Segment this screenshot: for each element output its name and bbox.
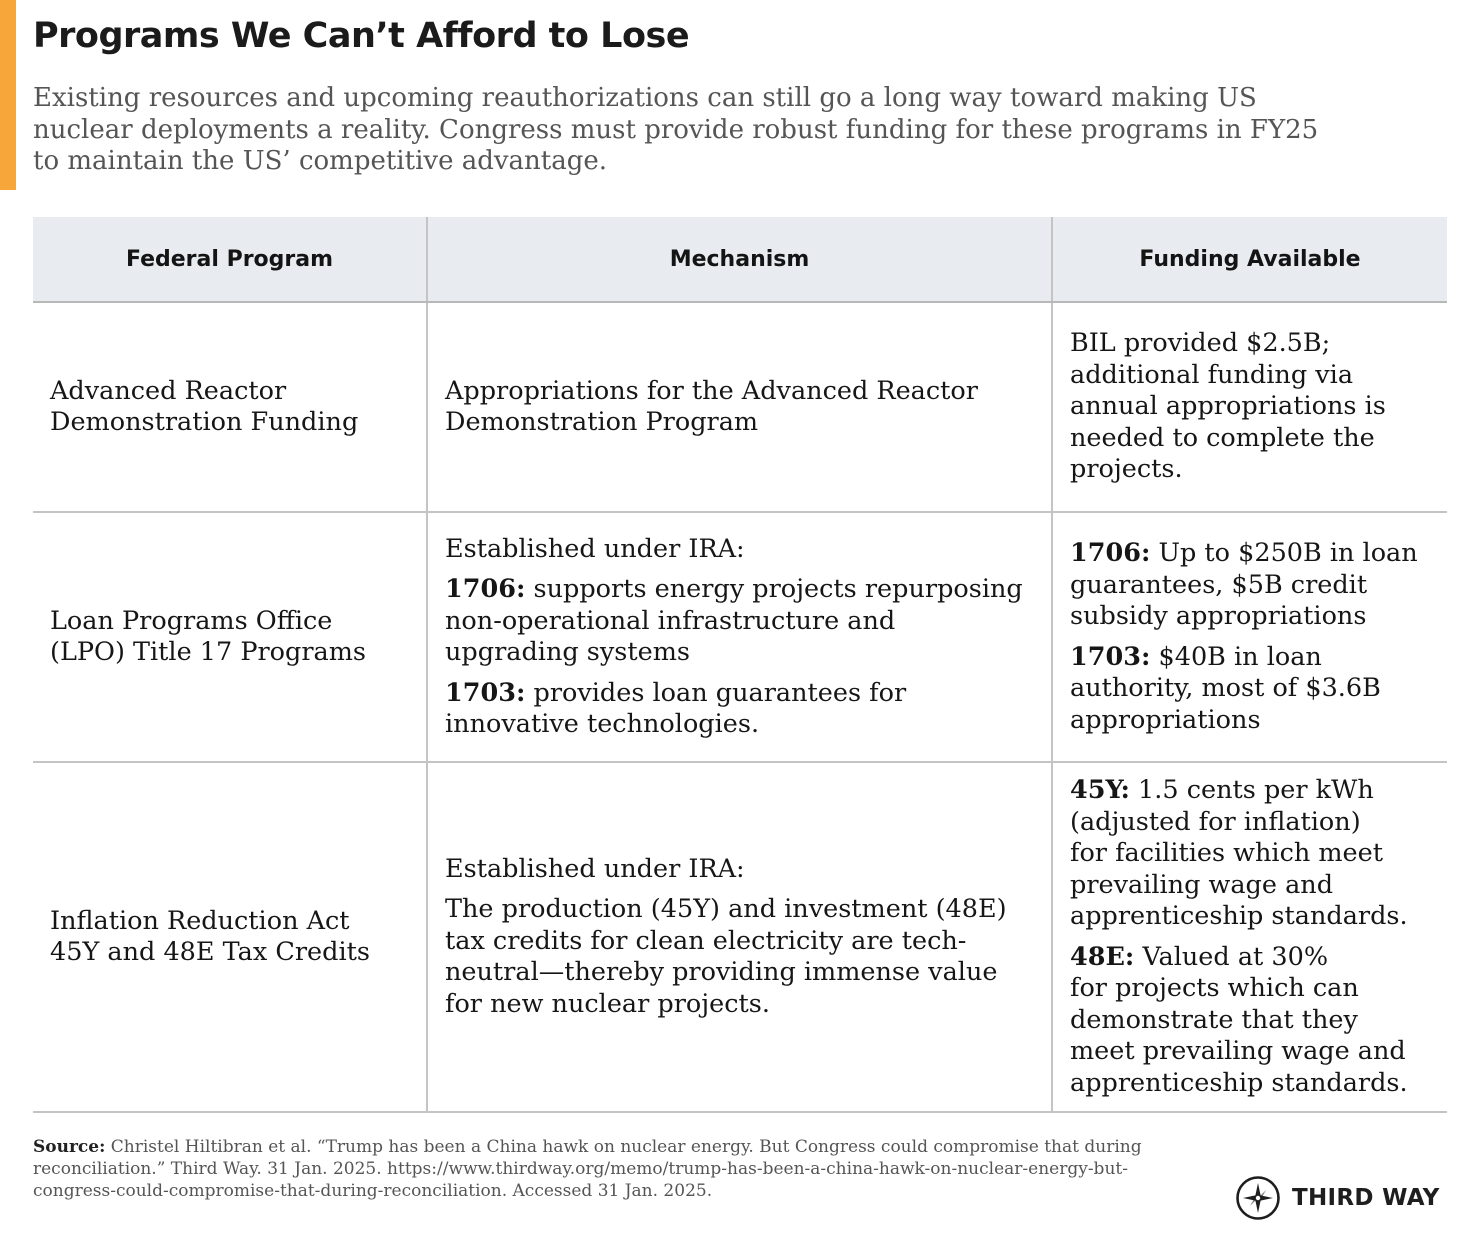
cell-line: for facilities which meet: [1070, 838, 1383, 868]
table-row: [33, 302, 1447, 512]
cell-line: Loan Programs Office: [50, 605, 333, 636]
cell-paragraph: [1070, 942, 1433, 1100]
cell-line: apprenticeship standards.: [1070, 1067, 1408, 1098]
cell-paragraph: [445, 376, 1037, 439]
cell-line: [1070, 775, 1433, 807]
cell-line: BIL provided $2.5B;: [1070, 328, 1331, 359]
cell-paragraph: [1070, 775, 1433, 933]
subtitle-line: to maintain the US’ competitive advantage.: [33, 146, 608, 176]
cell-line: [1070, 942, 1433, 974]
column-header-federal-program: Federal Program: [33, 217, 427, 302]
cell-paragraph: [445, 574, 1037, 669]
section-code: 1706:: [445, 574, 526, 604]
cell-line: demonstrate that they: [1070, 1004, 1358, 1035]
source-line: [33, 1136, 1213, 1158]
cell-line: Demonstration Funding: [50, 407, 359, 437]
cell-line: meet prevailing wage and: [1070, 1036, 1406, 1066]
subtitle-line: nuclear deployments a reality. Congress must provide robust funding for these programs in FY25: [33, 114, 1319, 145]
cell-paragraph: [1070, 328, 1433, 486]
subtitle: [33, 83, 1373, 178]
cell-line: Established under IRA:: [445, 853, 745, 884]
programs-table: [33, 217, 1447, 1113]
cell-line: tax credits for clean electricity are tech-: [445, 925, 967, 956]
cell-line: for new nuclear projects.: [445, 988, 770, 1019]
line-text: Up to $250B in loan: [1150, 538, 1418, 568]
section-code: 45Y:: [1070, 775, 1130, 805]
page-title: Programs We Can’t Afford to Lose: [33, 16, 690, 56]
cell-line: Established under IRA:: [445, 533, 745, 564]
cell-line: needed to complete the: [1070, 422, 1375, 453]
cell-line: projects.: [1070, 454, 1183, 485]
cell-line: apprenticeship standards.: [1070, 901, 1408, 931]
cell-line: prevailing wage and: [1070, 869, 1334, 900]
source-text: Christel Hiltibran et al. “Trump has been a China hawk on nuclear energy. But Congress could compromise that during: [105, 1137, 1142, 1157]
cell-line: (adjusted for inflation): [1070, 806, 1361, 837]
line-text: $40B in loan: [1150, 641, 1322, 672]
cell-line: subsidy appropriations: [1070, 601, 1367, 631]
cell-line: Inflation Reduction Act: [50, 905, 350, 936]
mechanism-cell: [427, 302, 1052, 512]
subtitle-line: Existing resources and upcoming reauthorizations can still go a long way toward making US: [33, 83, 1257, 113]
third-way-logo: [1235, 1175, 1440, 1221]
line-text: supports energy projects repurposing: [525, 574, 1023, 604]
line-text: provides loan guarantees for: [525, 677, 907, 708]
cell-line: annual appropriations is: [1070, 391, 1386, 422]
cell-paragraph: [1070, 538, 1433, 633]
cell-line: Advanced Reactor: [50, 375, 287, 406]
cell-line: additional funding via: [1070, 359, 1354, 390]
accent-bar: [0, 0, 16, 190]
source-note: [33, 1136, 1213, 1202]
cell-line: The production (45Y) and investment (48E): [445, 894, 1007, 925]
cell-paragraph: [445, 534, 1037, 566]
funding-cell: [1052, 302, 1447, 512]
cell-line: Demonstration Program: [445, 407, 759, 437]
mechanism-cell: [427, 762, 1052, 1112]
mechanism-cell: [427, 512, 1052, 762]
cell-line: Appropriations for the Advanced Reactor: [445, 375, 978, 406]
cell-paragraph: [445, 894, 1037, 1020]
program-cell: [33, 762, 427, 1112]
source-label: Source:: [33, 1137, 106, 1157]
cell-line: non-operational infrastructure and: [445, 605, 896, 636]
source-line: congress-could-compromise-that-during-reconciliation. Accessed 31 Jan. 2025.: [33, 1181, 713, 1201]
cell-paragraph: [445, 678, 1037, 741]
cell-line: for projects which can: [1070, 973, 1359, 1003]
section-code: 48E:: [1070, 941, 1135, 972]
column-header-mechanism: Mechanism: [427, 217, 1052, 302]
table-row: [33, 762, 1447, 1112]
section-code: 1706:: [1070, 538, 1151, 568]
cell-line: [1070, 642, 1433, 674]
logo-wordmark: THIRD WAY: [1292, 1185, 1440, 1211]
cell-paragraph: [445, 854, 1037, 886]
cell-line: upgrading systems: [445, 637, 690, 667]
program-cell: [33, 302, 427, 512]
line-text: 1.5 cents per kWh: [1129, 775, 1374, 805]
cell-paragraph: [1070, 642, 1433, 737]
cell-line: guarantees, $5B credit: [1070, 569, 1368, 600]
cell-line: authority, most of $3.6B: [1070, 673, 1381, 703]
cell-line: (LPO) Title 17 Programs: [50, 637, 366, 667]
compass-star-icon: [1235, 1175, 1281, 1221]
cell-line: neutral—thereby providing immense value: [445, 957, 998, 988]
cell-line: [445, 574, 1037, 606]
table-row: [33, 512, 1447, 762]
section-code: 1703:: [1070, 641, 1151, 672]
cell-line: appropriations: [1070, 704, 1261, 735]
funding-cell: [1052, 762, 1447, 1112]
section-code: 1703:: [445, 677, 526, 708]
column-header-funding-available: Funding Available: [1052, 217, 1447, 302]
cell-line: [445, 678, 1037, 710]
cell-line: 45Y and 48E Tax Credits: [50, 937, 370, 967]
program-cell: [33, 512, 427, 762]
cell-line: [1070, 538, 1433, 570]
line-text: Valued at 30%: [1134, 941, 1329, 972]
table-header-row: [33, 217, 1447, 302]
cell-line: innovative technologies.: [445, 709, 760, 739]
funding-cell: [1052, 512, 1447, 762]
source-line: reconciliation.” Third Way. 31 Jan. 2025. https://www.thirdway.org/memo/trump-has-been-a-china-hawk-on-nuclear-energy-but-: [33, 1159, 1128, 1179]
